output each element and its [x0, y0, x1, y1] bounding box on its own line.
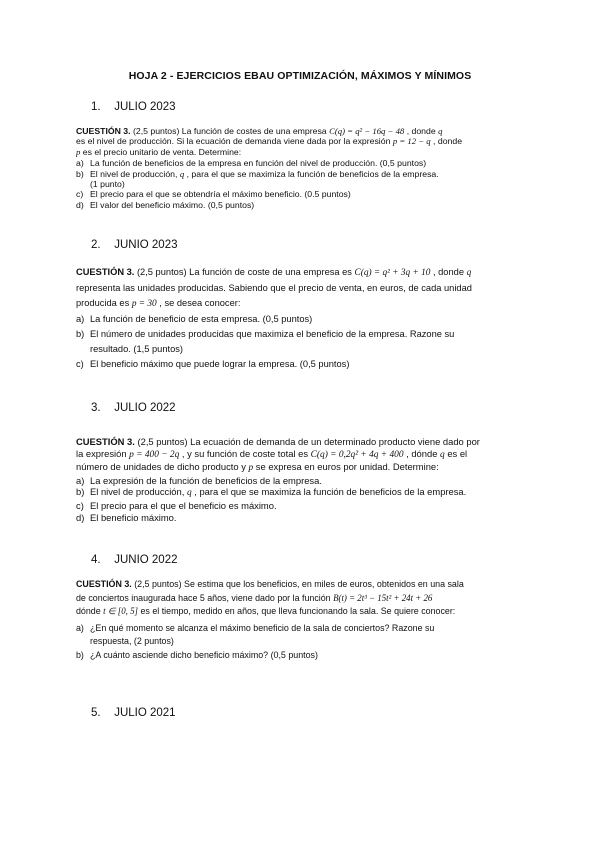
question-block-4 — [76, 578, 532, 662]
section-heading-5 — [91, 707, 176, 719]
list-item: d) El beneficio máximo. — [76, 511, 177, 523]
section-number: 2. — [91, 239, 101, 251]
formula: C(q) = q² + 3q + 10 — [354, 268, 431, 278]
section-title: JUNIO 2023 — [114, 239, 178, 251]
list-item: b) El nivel de producción, q , para el que se maximiza la función de beneficios de la empresa. — [76, 168, 439, 179]
page-title: HOJA 2 - EJERCICIOS EBAU OPTIMIZACIÓN, MÁXIMOS Y MÍNIMOS — [128, 70, 472, 82]
section-title: JUNIO 2022 — [114, 554, 178, 566]
question-line: número de unidades de dicho producto y p se expresa en euros por unidad. Determine: — [76, 461, 439, 474]
list-item: (1 punto) — [90, 179, 125, 190]
list-item: b) El nivel de producción, q , para el que se maximiza la función de beneficios de la empresa. — [76, 486, 467, 499]
question-block-2 — [76, 265, 532, 372]
section-heading-1 — [91, 101, 176, 113]
list-item: c) El precio para el que se obtendría el máximo beneficio. (0.5 puntos) — [76, 189, 351, 200]
list-item: resultado. (1,5 puntos) — [90, 344, 184, 354]
list-item: respuesta, (2 puntos) — [90, 636, 174, 646]
section-number: 1. — [91, 101, 101, 113]
question-line: representa las unidades producidas. Sabiendo que el precio de venta, en euros, de cada unidad — [76, 283, 472, 293]
section-title: JULIO 2021 — [114, 707, 176, 719]
list-item: a) La función de beneficio de esta empresa. (0,5 puntos) — [76, 314, 313, 324]
section-heading-3 — [91, 402, 176, 414]
list-item: c) El precio para el que el beneficio es máximo. — [76, 499, 277, 511]
formula: C(q) = q² − 16q − 48 — [329, 126, 405, 136]
section-title: JULIO 2022 — [114, 402, 176, 414]
section-number: 3. — [91, 402, 101, 414]
section-heading-2 — [91, 239, 177, 251]
list-item: c) El beneficio máximo que puede lograr la empresa. (0,5 puntos) — [76, 359, 350, 369]
list-item: b) ¿A cuánto asciende dicho beneficio máximo? (0,5 puntos) — [76, 649, 318, 660]
list-item: a) La expresión de la función de beneficios de la empresa. — [76, 474, 322, 486]
formula: C(q) = 0,2q² + 4q + 400 — [310, 449, 404, 460]
section-heading-4 — [91, 554, 177, 566]
question-line: la expresión p = 400 − 2q , y su función de coste total es C(q) = 0,2q² + 4q + 400 , dónde q es el — [76, 447, 468, 460]
section-number: 4. — [91, 554, 101, 566]
question-line: dónde t ∈ [0, 5] es el tiempo, medido en años, que lleva funcionando la sala. Se quiere conocer: — [76, 606, 456, 616]
question-line: p es el precio unitario de venta. Determine: — [76, 146, 242, 157]
question-line: CUESTIÓN 3. (2,5 puntos) Se estima que los beneficios, en miles de euros, obtenidos en una sala — [76, 579, 464, 589]
formula: t ∈ [0, 5] — [103, 606, 139, 616]
list-item: a) ¿En qué momento se alcanza el máximo beneficio de la sala de conciertos? Razone su — [76, 622, 435, 633]
list-item: a) La función de beneficios de la empresa en función del nivel de producción. (0,5 puntos) — [76, 158, 427, 169]
formula: p = 12 − q — [392, 136, 431, 147]
formula: p = 30 — [131, 299, 157, 309]
list-item: d) El valor del beneficio máximo. (0,5 puntos) — [76, 199, 255, 210]
question-line: es el nivel de producción. Si la ecuación de demanda viene dada por la expresión p = 12 − q , donde — [76, 136, 463, 147]
question-block-1 — [76, 126, 532, 210]
section-number: 5. — [91, 707, 101, 719]
list-item: b) El número de unidades producidas que maximiza el beneficio de la empresa. Razone su — [76, 329, 455, 339]
question-block-3 — [76, 436, 532, 523]
question-line: CUESTIÓN 3. (2,5 puntos) La función de costes de una empresa C(q) = q² − 16q − 48 , donde q — [76, 126, 443, 136]
section-title: JULIO 2023 — [114, 101, 176, 113]
formula: B(t) = 2t³ − 15t² + 24t + 26 — [333, 592, 433, 603]
question-line: CUESTIÓN 3. (2,5 puntos) La ecuación de demanda de un determinado producto viene dado por — [76, 436, 480, 447]
question-line: producida es p = 30 , se desea conocer: — [76, 298, 241, 309]
question-line: de conciertos inaugurada hace 5 años, viene dado por la función B(t) = 2t³ − 15t² + 24t + 26 — [76, 592, 433, 603]
formula: p = 400 − 2q — [129, 449, 180, 460]
question-line: CUESTIÓN 3. (2,5 puntos) La función de coste de una empresa es C(q) = q² + 3q + 10 , donde q — [76, 267, 472, 278]
